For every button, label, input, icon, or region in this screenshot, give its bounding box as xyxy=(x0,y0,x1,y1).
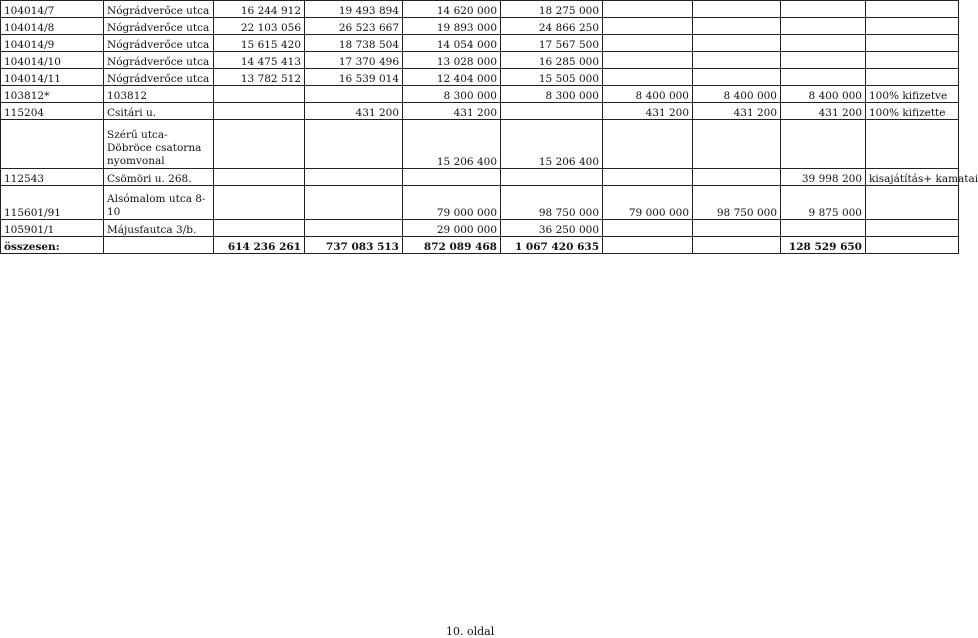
value-cell xyxy=(603,18,693,35)
value-cell xyxy=(214,169,305,186)
location: Szérű utca-Döbröce csatorna nyomvonal xyxy=(104,120,214,169)
value-cell: 19 893 000 xyxy=(403,18,501,35)
value-cell xyxy=(781,69,866,86)
note-cell: 100% kifizetve xyxy=(866,86,959,103)
location: Nógrádverőce utca xyxy=(104,18,214,35)
note-cell xyxy=(866,220,959,237)
value-cell: 17 370 496 xyxy=(305,52,403,69)
total-value xyxy=(693,237,781,254)
parcel-id: 104014/7 xyxy=(1,1,104,18)
page-number: 10. oldal xyxy=(446,625,495,638)
value-cell: 15 206 400 xyxy=(501,120,603,169)
value-cell xyxy=(693,18,781,35)
value-cell: 18 275 000 xyxy=(501,1,603,18)
note-cell xyxy=(866,1,959,18)
parcel-id: 104014/9 xyxy=(1,35,104,52)
value-cell: 431 200 xyxy=(603,103,693,120)
total-value: 737 083 513 xyxy=(305,237,403,254)
value-cell xyxy=(501,169,603,186)
value-cell xyxy=(693,52,781,69)
value-cell: 16 285 000 xyxy=(501,52,603,69)
parcel-id: 105901/1 xyxy=(1,220,104,237)
total-value: 872 089 468 xyxy=(403,237,501,254)
parcel-id xyxy=(1,120,104,169)
note-cell: kisajátítás+ kamatai xyxy=(866,169,959,186)
value-cell xyxy=(403,169,501,186)
note-cell xyxy=(866,52,959,69)
parcel-id: 112543 xyxy=(1,169,104,186)
total-value xyxy=(603,237,693,254)
value-cell xyxy=(781,35,866,52)
value-cell xyxy=(781,1,866,18)
note-cell xyxy=(866,120,959,169)
total-row xyxy=(1,237,959,254)
value-cell xyxy=(214,86,305,103)
value-cell xyxy=(781,18,866,35)
parcel-id: 115204 xyxy=(1,103,104,120)
value-cell xyxy=(214,186,305,220)
table-row xyxy=(1,220,959,237)
value-cell: 39 998 200 xyxy=(781,169,866,186)
value-cell: 8 400 000 xyxy=(781,86,866,103)
note-cell xyxy=(866,237,959,254)
table-row xyxy=(1,35,959,52)
value-cell: 9 875 000 xyxy=(781,186,866,220)
location: Csitári u. xyxy=(104,103,214,120)
value-cell: 8 400 000 xyxy=(693,86,781,103)
value-cell: 36 250 000 xyxy=(501,220,603,237)
value-cell: 15 505 000 xyxy=(501,69,603,86)
value-cell xyxy=(693,69,781,86)
value-cell xyxy=(603,35,693,52)
value-cell: 16 244 912 xyxy=(214,1,305,18)
value-cell: 98 750 000 xyxy=(501,186,603,220)
value-cell: 14 475 413 xyxy=(214,52,305,69)
total-label: összesen: xyxy=(1,237,104,254)
value-cell: 18 738 504 xyxy=(305,35,403,52)
table-row xyxy=(1,1,959,18)
value-cell: 431 200 xyxy=(305,103,403,120)
value-cell xyxy=(693,1,781,18)
location: Nógrádverőce utca xyxy=(104,52,214,69)
value-cell xyxy=(693,35,781,52)
location: Alsómalom utca 8-10 xyxy=(104,186,214,220)
value-cell: 14 620 000 xyxy=(403,1,501,18)
value-cell xyxy=(693,220,781,237)
parcel-id: 104014/8 xyxy=(1,18,104,35)
value-cell: 22 103 056 xyxy=(214,18,305,35)
note-cell: 100% kifizette xyxy=(866,103,959,120)
value-cell xyxy=(603,52,693,69)
value-cell: 8 300 000 xyxy=(403,86,501,103)
value-cell xyxy=(603,220,693,237)
value-cell: 17 567 500 xyxy=(501,35,603,52)
value-cell xyxy=(501,103,603,120)
value-cell xyxy=(603,1,693,18)
table-row xyxy=(1,18,959,35)
parcel-id: 104014/11 xyxy=(1,69,104,86)
total-value: 614 236 261 xyxy=(214,237,305,254)
value-cell: 13 782 512 xyxy=(214,69,305,86)
table-row xyxy=(1,52,959,69)
value-cell: 13 028 000 xyxy=(403,52,501,69)
table-row xyxy=(1,169,959,186)
value-cell: 12 404 000 xyxy=(403,69,501,86)
table-row xyxy=(1,103,959,120)
location: Májusfautca 3/b. xyxy=(104,220,214,237)
value-cell: 431 200 xyxy=(693,103,781,120)
value-cell: 19 493 894 xyxy=(305,1,403,18)
value-cell: 16 539 014 xyxy=(305,69,403,86)
location: Nógrádverőce utca xyxy=(104,35,214,52)
note-cell xyxy=(866,18,959,35)
value-cell: 8 300 000 xyxy=(501,86,603,103)
value-cell: 24 866 250 xyxy=(501,18,603,35)
value-cell xyxy=(305,220,403,237)
parcel-id: 103812* xyxy=(1,86,104,103)
value-cell: 15 206 400 xyxy=(403,120,501,169)
parcel-id: 104014/10 xyxy=(1,52,104,69)
total-value: 1 067 420 635 xyxy=(501,237,603,254)
value-cell xyxy=(781,220,866,237)
value-cell: 26 523 667 xyxy=(305,18,403,35)
value-cell xyxy=(781,120,866,169)
value-cell xyxy=(214,103,305,120)
value-cell xyxy=(305,86,403,103)
table-row xyxy=(1,69,959,86)
value-cell: 431 200 xyxy=(781,103,866,120)
value-cell: 29 000 000 xyxy=(403,220,501,237)
value-cell xyxy=(603,69,693,86)
location: Csömöri u. 268. xyxy=(104,169,214,186)
value-cell: 8 400 000 xyxy=(603,86,693,103)
location: Nógrádverőce utca xyxy=(104,69,214,86)
parcel-id: 115601/91 xyxy=(1,186,104,220)
value-cell xyxy=(305,169,403,186)
value-cell: 14 054 000 xyxy=(403,35,501,52)
property-table xyxy=(0,0,978,254)
value-cell xyxy=(214,120,305,169)
table-row xyxy=(1,186,959,220)
location xyxy=(104,237,214,254)
location: 103812 xyxy=(104,86,214,103)
value-cell: 79 000 000 xyxy=(603,186,693,220)
note-cell xyxy=(866,69,959,86)
value-cell xyxy=(603,169,693,186)
value-cell: 15 615 420 xyxy=(214,35,305,52)
note-cell xyxy=(866,35,959,52)
value-cell xyxy=(781,52,866,69)
table-row xyxy=(1,120,959,169)
value-cell: 431 200 xyxy=(403,103,501,120)
value-cell xyxy=(693,120,781,169)
value-cell: 98 750 000 xyxy=(693,186,781,220)
note-cell xyxy=(866,186,959,220)
value-cell: 79 000 000 xyxy=(403,186,501,220)
value-cell xyxy=(305,186,403,220)
location: Nógrádverőce utca xyxy=(104,1,214,18)
value-cell xyxy=(214,220,305,237)
value-cell xyxy=(305,120,403,169)
value-cell xyxy=(693,169,781,186)
table-row xyxy=(1,86,959,103)
total-value: 128 529 650 xyxy=(781,237,866,254)
value-cell xyxy=(603,120,693,169)
